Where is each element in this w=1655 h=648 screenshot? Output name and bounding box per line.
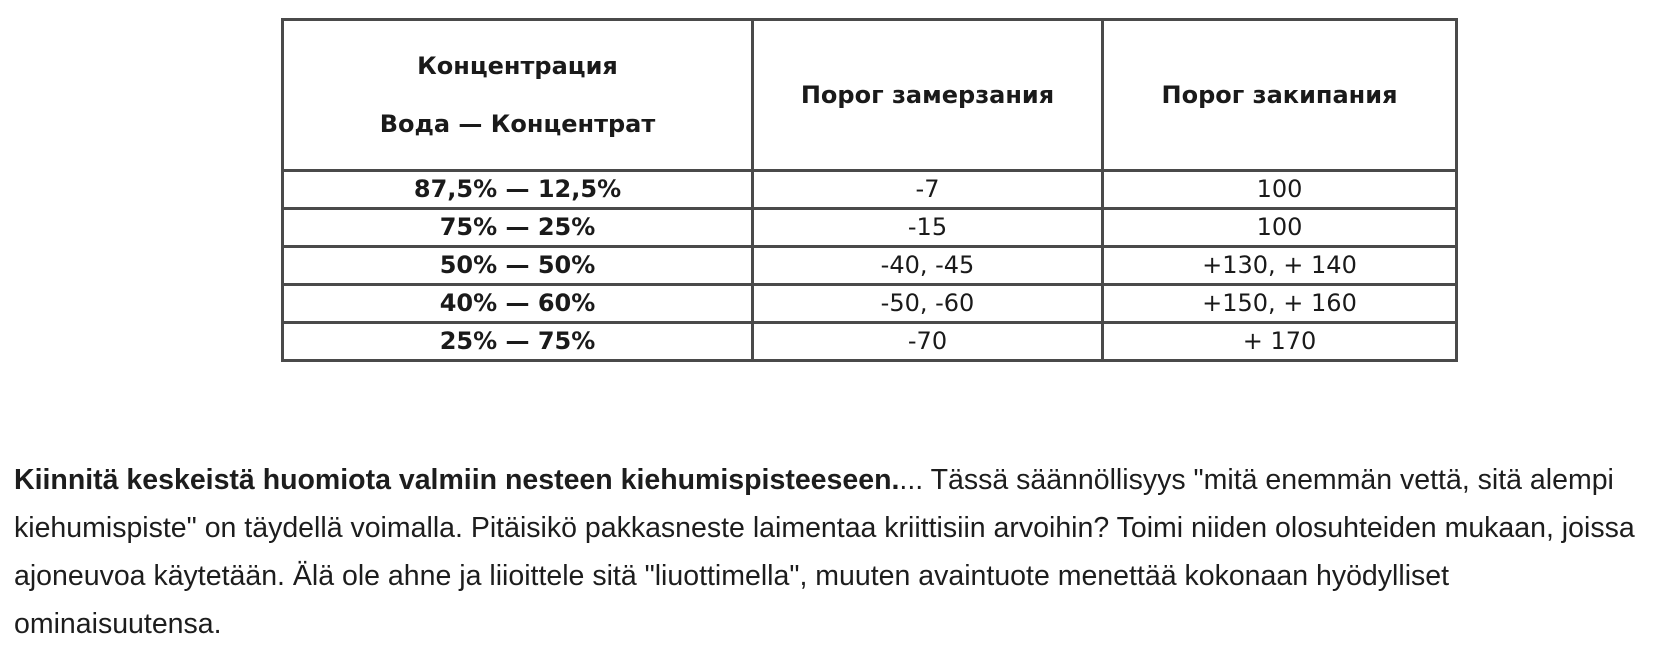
table-row xyxy=(283,209,1457,247)
body-paragraph xyxy=(14,456,1654,648)
cell-boiling: + 170 xyxy=(1103,323,1457,361)
cell-concentration: 87,5% — 12,5% xyxy=(283,171,753,209)
cell-boiling: +130, + 140 xyxy=(1103,247,1457,285)
header-boiling: Порог закипания xyxy=(1103,20,1457,171)
paragraph-lead-bold: Kiinnitä keskeistä huomiota valmiin nesteen kiehumispisteeseen. xyxy=(14,463,900,496)
header-concentration xyxy=(283,20,753,171)
cell-concentration: 25% — 75% xyxy=(283,323,753,361)
header-concentration-subtitle: Вода — Концентрат xyxy=(379,110,656,138)
cell-boiling: 100 xyxy=(1103,209,1457,247)
header-concentration-title: Концентрация xyxy=(417,52,618,80)
concentration-table-image xyxy=(281,18,1455,362)
cell-freezing: -50, -60 xyxy=(753,285,1103,323)
paragraph-body-text: ... Tässä säännöllisyys "mitä enemmän vettä, sitä alempi kiehumispiste" on täydellä voimalla. Pitäisikö pakkasneste laimentaa kriittisiin arvoihin? Toimi niiden olosuhteiden mukaan, joissa ajoneuvoa käytetään. Älä ole ahne ja liioittele sitä "liuottimella", muuten avaintuote menettää kokonaan hyödylliset ominaisuutensa. xyxy=(14,463,1635,640)
cell-concentration: 40% — 60% xyxy=(283,285,753,323)
table-row xyxy=(283,247,1457,285)
cell-freezing: -15 xyxy=(753,209,1103,247)
cell-freezing: -7 xyxy=(753,171,1103,209)
cell-concentration: 50% — 50% xyxy=(283,247,753,285)
cell-boiling: +150, + 160 xyxy=(1103,285,1457,323)
table-row xyxy=(283,285,1457,323)
cell-concentration: 75% — 25% xyxy=(283,209,753,247)
table-header-row xyxy=(283,20,1457,171)
cell-boiling: 100 xyxy=(1103,171,1457,209)
table-row xyxy=(283,171,1457,209)
cell-freezing: -70 xyxy=(753,323,1103,361)
table-row xyxy=(283,323,1457,361)
cell-freezing: -40, -45 xyxy=(753,247,1103,285)
concentration-table xyxy=(281,18,1458,362)
header-freezing: Порог замерзания xyxy=(753,20,1103,171)
